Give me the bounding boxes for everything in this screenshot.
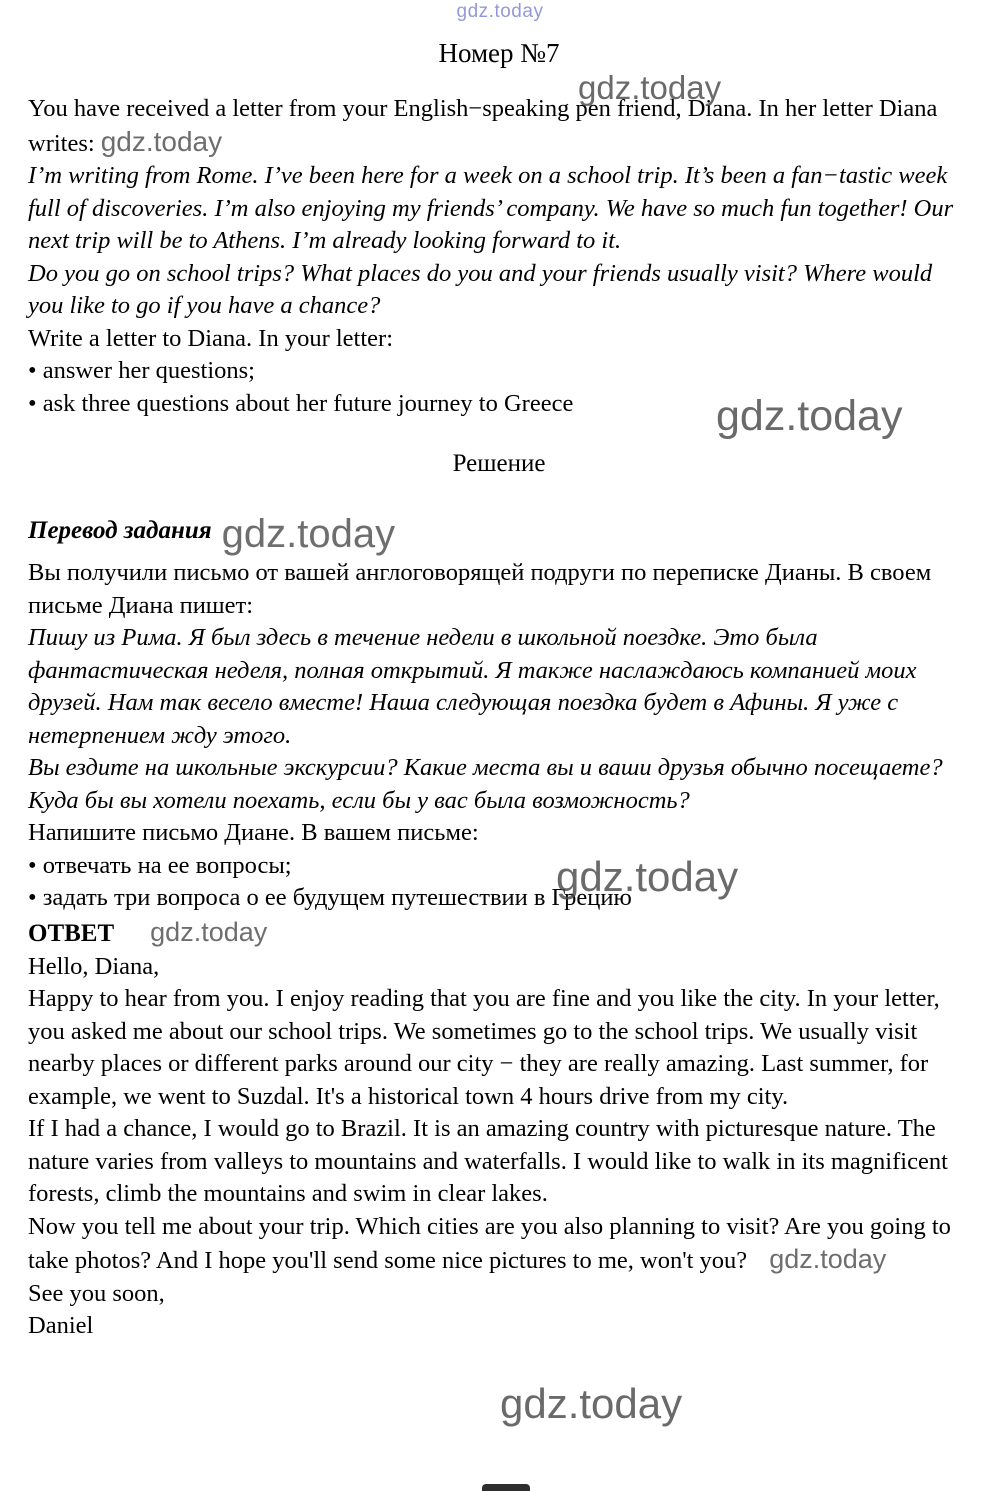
answer-heading-text: ОТВЕТ	[28, 919, 115, 947]
watermark-inline-answer: gdz.today	[150, 916, 268, 947]
page-bottom-artifact	[482, 1484, 530, 1491]
task-bullet-2: • ask three questions about her future journey to Greece	[28, 389, 574, 417]
watermark-inline-closing: gdz.today	[769, 1244, 887, 1274]
watermark-middle: gdz.today	[556, 853, 739, 900]
answer-paragraph-1: Happy to hear from you. I enjoy reading that you are fine and you like the city. In your letter, you asked me about our school trips. We sometimes go to the school trips. We usually visit nearby places or different parks around our city − they are really amazing. Last summer, for example, we went to Suzdal. It's a historical town 4 hours drive from my city.	[28, 985, 940, 1110]
task-instruction: Write a letter to Diana. In your letter:	[28, 324, 393, 352]
task-number-heading: Номер №7	[438, 38, 560, 68]
answer-paragraph-3-text: Now you tell me about your trip. Which cities are you also planning to visit? Are you going to take photos? And I hope you'll send some nice pictures to me, won't you?	[28, 1212, 951, 1274]
task-letter: I’m writing from Rome. I’ve been here for a week on a school trip. It’s been a fan−tastic week full of discoveries. I’m also enjoying my friends’ company. We have so much fun together! Our next trip will be to Athens. I’m already looking forward to it.	[28, 162, 954, 254]
translation-questions: Вы ездите на школьные экскурсии? Какие места вы и ваши друзья обычно посещаете? Куда бы вы хотели поехать, если бы у вас была возможность?	[28, 754, 943, 814]
answer-heading	[28, 915, 970, 951]
watermark-top: gdz.today	[456, 1, 544, 22]
translation-bullet-2: • задать три вопроса о ее будущем путешествии в Грецию	[28, 884, 632, 911]
answer-greeting: Hello, Diana,	[28, 952, 160, 980]
translation-bullet-1: • отвечать на ее вопросы;	[28, 851, 292, 879]
watermark-bottom-large: gdz.today	[500, 1380, 683, 1427]
answer-paragraph-3	[28, 1211, 970, 1278]
task-questions: Do you go on school trips? What places do you and your friends usually visit? Where would you like to go if you have a chance?	[28, 259, 933, 319]
translation-heading-text: Перевод задания	[28, 517, 212, 544]
answer-paragraph-2: If I had a chance, I would go to Brazil. It is an amazing country with picturesque nature. The nature varies from valleys to mountains and waterfalls. I would like to walk in its magnificent forests, climb the mountains and swim in clear lakes.	[28, 1115, 948, 1207]
answer-closing: See you soon,	[28, 1279, 165, 1307]
task-bullet-1: • answer her questions;	[28, 357, 255, 384]
solution-heading: Решение	[452, 450, 546, 477]
translation-heading	[28, 508, 970, 557]
watermark-right-large: gdz.today	[716, 392, 903, 440]
watermark-inline-intro: gdz.today	[100, 125, 223, 157]
translation-letter: Пишу из Рима. Я был здесь в течение недели в школьной поездке. Это была фантастическая неделя, полная открытий. Я также наслаждаюсь компанией моих друзей. Нам так весело вместе! Наша следующая поездка будет в Афины. Я уже с нетерпением жду этого.	[28, 624, 917, 749]
translation-instruction: Напишите письмо Диане. В вашем письме:	[28, 819, 479, 846]
answer-signature: Daniel	[28, 1312, 94, 1339]
task-intro	[28, 93, 970, 160]
task-intro-text: You have received a letter from your English−speaking pen friend, Diana. In her letter Diana writes:	[28, 95, 938, 157]
translation-intro: Вы получили письмо от вашей англоговорящей подруги по переписке Дианы. В своем письме Диана пишет:	[28, 559, 932, 619]
watermark-inline-translation: gdz.today	[221, 512, 396, 556]
watermark-after-title: gdz.today	[578, 69, 722, 106]
